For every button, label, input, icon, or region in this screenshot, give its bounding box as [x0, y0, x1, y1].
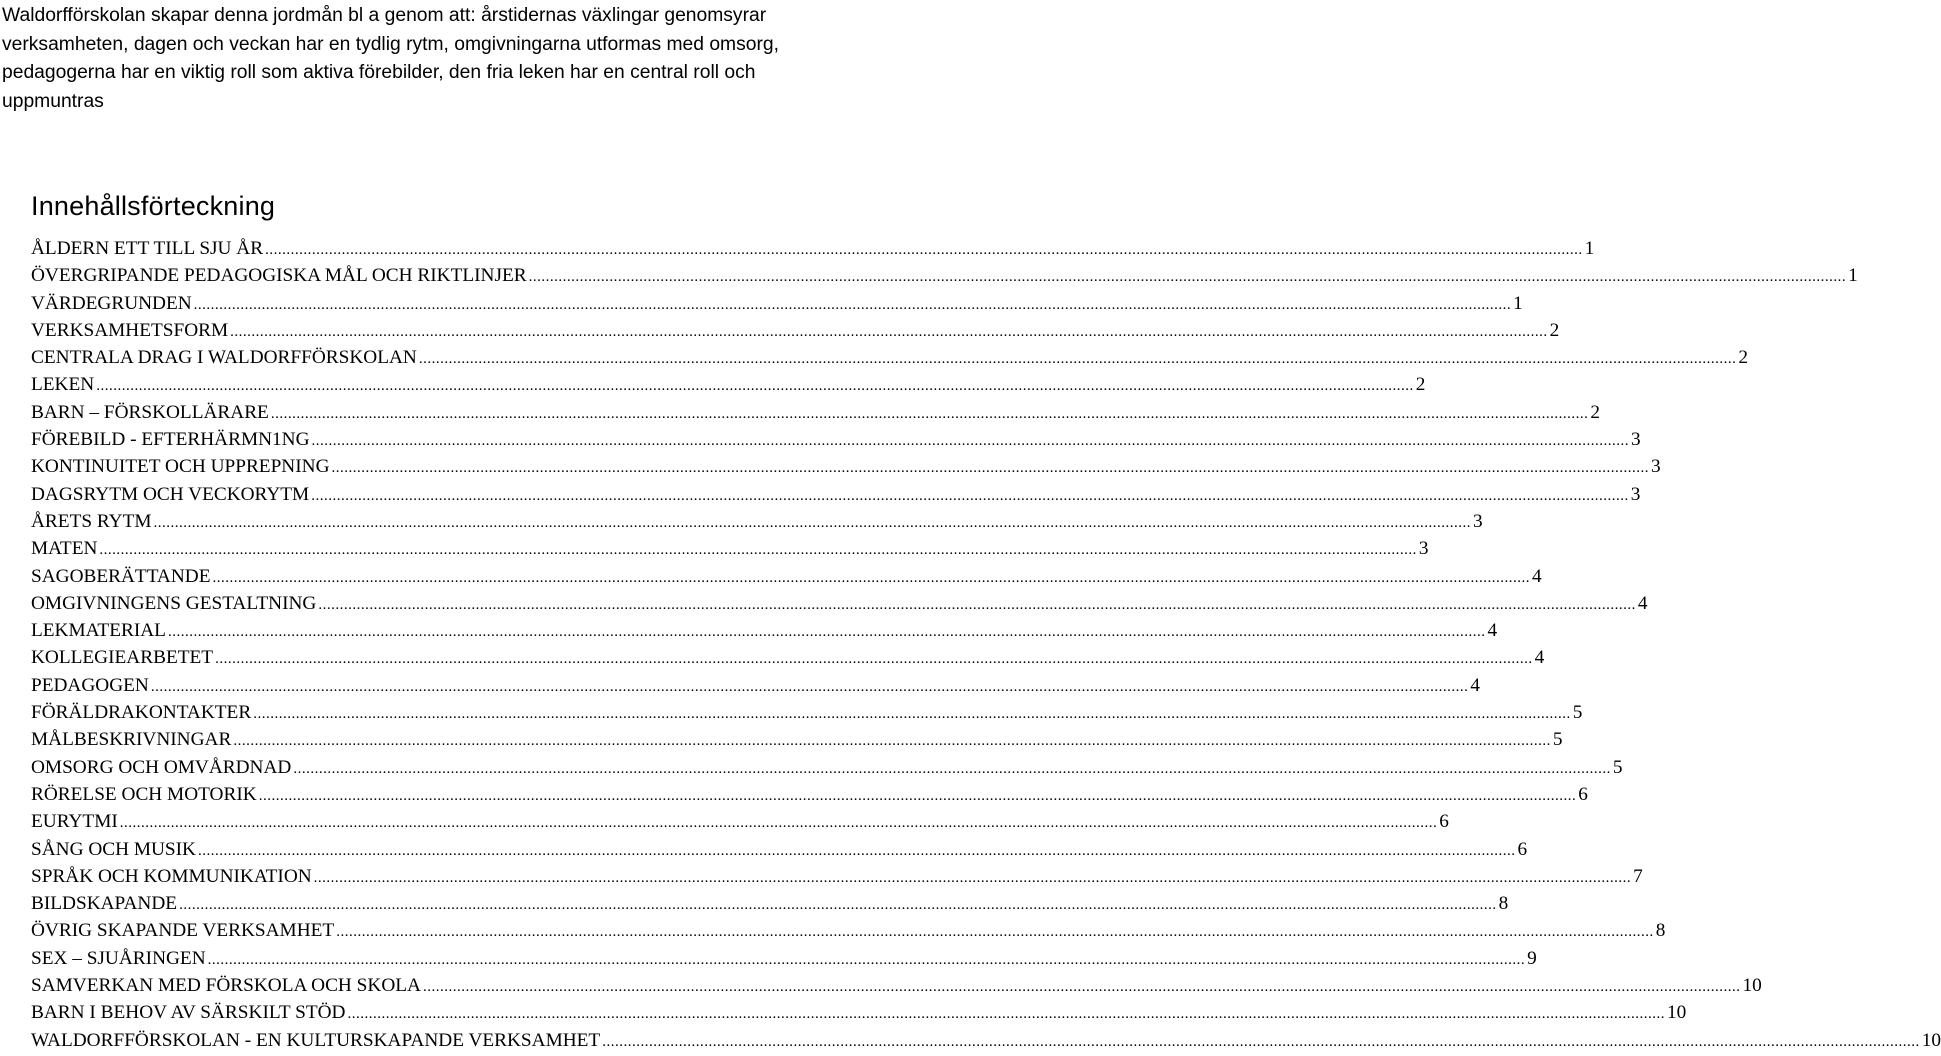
- toc-dot-leader: ......................................................................................................................................................................................................................................................................................................................: [99, 542, 1417, 559]
- toc-dot-leader: ......................................................................................................................................................................................................................................................................................................................: [119, 815, 1438, 832]
- toc-entry-title: VERKSAMHETSFORM: [31, 319, 229, 341]
- toc-entry-title: SAMVERKAN MED FÖRSKOLA OCH SKOLA: [31, 975, 421, 997]
- toc-entry-title: FÖREBILD - EFTERHÄRMN1NG: [31, 429, 310, 451]
- toc-dot-leader: ......................................................................................................................................................................................................................................................................................................................: [230, 323, 1548, 340]
- toc-entry[interactable]: [31, 972, 1762, 999]
- toc-entry-page-number: 2: [1590, 401, 1600, 423]
- toc-entry[interactable]: [31, 399, 1600, 426]
- toc-dot-leader: ......................................................................................................................................................................................................................................................................................................................: [528, 269, 1847, 286]
- toc-entry[interactable]: [31, 535, 1429, 562]
- toc-entry-page-number: 7: [1633, 865, 1643, 887]
- toc-entry[interactable]: [31, 426, 1641, 453]
- toc-entry-page-number: 4: [1531, 565, 1542, 587]
- toc-entry-title: BARN I BEHOV AV SÄRSKILT STÖD: [31, 1002, 346, 1024]
- table-of-contents: [31, 235, 1941, 1054]
- toc-entry-page-number: 1: [1513, 292, 1523, 314]
- toc-entry-title: SÅNG OCH MUSIK: [31, 838, 196, 860]
- toc-entry[interactable]: [31, 754, 1623, 781]
- toc-entry-title: MATEN: [31, 538, 98, 560]
- toc-entry-title: VÄRDEGRUNDEN: [31, 292, 192, 314]
- toc-dot-leader: ......................................................................................................................................................................................................................................................................................................................: [602, 1033, 1920, 1050]
- toc-entry-title: LEKEN: [31, 374, 95, 396]
- toc-entry[interactable]: [31, 1027, 1941, 1054]
- toc-entry[interactable]: [31, 726, 1563, 753]
- toc-entry[interactable]: [31, 617, 1498, 644]
- toc-entry-page-number: 2: [1549, 319, 1560, 341]
- toc-dot-leader: ......................................................................................................................................................................................................................................................................................................................: [270, 405, 1589, 422]
- toc-entry-title: OMSORG OCH OMVÅRDNAD: [31, 756, 292, 778]
- toc-entry-title: WALDORFFÖRSKOLAN - EN KULTURSKAPANDE VERKSAMHET: [31, 1029, 601, 1051]
- toc-entry-title: CENTRALA DRAG I WALDORFFÖRSKOLAN: [31, 347, 417, 369]
- toc-entry-page-number: 10: [1921, 1029, 1941, 1051]
- toc-entry-page-number: 2: [1415, 374, 1426, 396]
- toc-dot-leader: ......................................................................................................................................................................................................................................................................................................................: [150, 678, 1469, 695]
- toc-entry-title: ÅRETS RYTM: [31, 510, 152, 532]
- toc-entry[interactable]: [31, 262, 1858, 289]
- toc-dot-leader: ......................................................................................................................................................................................................................................................................................................................: [179, 897, 1497, 914]
- toc-dot-leader: ......................................................................................................................................................................................................................................................................................................................: [197, 842, 1516, 859]
- toc-entry-title: BARN – FÖRSKOLLÄRARE: [31, 401, 269, 423]
- toc-entry-page-number: 10: [1742, 975, 1762, 997]
- toc-entry[interactable]: [31, 344, 1748, 371]
- toc-entry[interactable]: [31, 781, 1588, 808]
- toc-entry-title: KONTINUITET OCH UPPREPNING: [31, 456, 330, 478]
- toc-heading: Innehållsförteckning: [31, 191, 276, 221]
- toc-entry-page-number: 4: [1487, 620, 1498, 642]
- toc-dot-leader: ......................................................................................................................................................................................................................................................................................................................: [193, 296, 1512, 313]
- toc-entry-title: MÅLBESKRIVNINGAR: [31, 729, 232, 751]
- toc-entry-page-number: 3: [1418, 538, 1429, 560]
- toc-entry-page-number: 9: [1527, 947, 1537, 969]
- toc-entry-page-number: 1: [1848, 265, 1858, 287]
- toc-entry[interactable]: [31, 808, 1449, 835]
- toc-dot-leader: ......................................................................................................................................................................................................................................................................................................................: [253, 706, 1571, 723]
- toc-entry[interactable]: [31, 917, 1666, 944]
- toc-dot-leader: ......................................................................................................................................................................................................................................................................................................................: [233, 733, 1551, 750]
- toc-entry-title: SPRÅK OCH KOMMUNIKATION: [31, 865, 312, 887]
- toc-entry[interactable]: [31, 699, 1583, 726]
- toc-entry-page-number: 4: [1637, 592, 1648, 614]
- toc-entry[interactable]: [31, 672, 1480, 699]
- toc-entry-page-number: 3: [1473, 510, 1483, 532]
- toc-entry[interactable]: [31, 999, 1687, 1026]
- toc-entry-page-number: 3: [1631, 429, 1641, 451]
- toc-entry-page-number: 6: [1517, 838, 1528, 860]
- toc-entry-title: BILDSKAPANDE: [31, 893, 178, 915]
- toc-entry[interactable]: [31, 317, 1560, 344]
- toc-dot-leader: ......................................................................................................................................................................................................................................................................................................................: [207, 951, 1526, 968]
- toc-dot-leader: ......................................................................................................................................................................................................................................................................................................................: [311, 433, 1630, 450]
- toc-dot-leader: ......................................................................................................................................................................................................................................................................................................................: [215, 651, 1533, 668]
- toc-entry-page-number: 5: [1572, 702, 1583, 724]
- toc-entry-title: SAGOBERÄTTANDE: [31, 565, 211, 587]
- toc-dot-leader: ......................................................................................................................................................................................................................................................................................................................: [293, 760, 1611, 777]
- toc-entry-page-number: 10: [1666, 1002, 1687, 1024]
- toc-entry[interactable]: [31, 371, 1426, 398]
- toc-entry-page-number: 5: [1612, 756, 1623, 778]
- toc-entry[interactable]: [31, 863, 1643, 890]
- toc-entry[interactable]: [31, 235, 1595, 262]
- toc-entry[interactable]: [31, 453, 1661, 480]
- toc-entry-title: FÖRÄLDRAKONTAKTER: [31, 702, 252, 724]
- toc-dot-leader: ......................................................................................................................................................................................................................................................................................................................: [331, 460, 1650, 477]
- toc-entry-page-number: 8: [1655, 920, 1666, 942]
- intro-paragraph: Waldorfförskolan skapar denna jordmån bl a genom att: årstidernas växlingar genomsyrar verksamheten, dagen och veckan har en tydlig rytm, omgivningarna utformas med omsorg, pedagogerna har en viktig roll som aktiva förebilder, den fria leken har en central roll och uppmuntras: [2, 5, 779, 112]
- toc-dot-leader: ......................................................................................................................................................................................................................................................................................................................: [167, 624, 1486, 641]
- toc-dot-leader: ......................................................................................................................................................................................................................................................................................................................: [336, 924, 1654, 941]
- toc-entry-page-number: 3: [1651, 456, 1661, 478]
- toc-dot-leader: ......................................................................................................................................................................................................................................................................................................................: [153, 514, 1472, 531]
- toc-entry[interactable]: [31, 290, 1523, 317]
- toc-entry-title: DAGSRYTM OCH VECKORYTM: [31, 483, 310, 505]
- toc-entry-page-number: 5: [1552, 729, 1563, 751]
- toc-entry-page-number: 6: [1439, 811, 1449, 833]
- toc-entry-page-number: 8: [1498, 893, 1509, 915]
- toc-entry[interactable]: [31, 644, 1545, 671]
- toc-entry-title: SEX – SJUÅRINGEN: [31, 947, 206, 969]
- toc-entry-page-number: 6: [1578, 783, 1588, 805]
- toc-entry-page-number: 4: [1534, 647, 1545, 669]
- toc-entry-page-number: 3: [1630, 483, 1641, 505]
- toc-dot-leader: ......................................................................................................................................................................................................................................................................................................................: [258, 787, 1577, 804]
- toc-entry[interactable]: [31, 836, 1528, 863]
- toc-dot-leader: ......................................................................................................................................................................................................................................................................................................................: [212, 569, 1530, 586]
- toc-entry-title: KOLLEGIEARBETET: [31, 647, 214, 669]
- toc-entry-title: ÖVRIG SKAPANDE VERKSAMHET: [31, 920, 335, 942]
- toc-dot-leader: ......................................................................................................................................................................................................................................................................................................................: [96, 378, 1414, 395]
- toc-entry-title: PEDAGOGEN: [31, 674, 149, 696]
- toc-entry[interactable]: [31, 481, 1641, 508]
- toc-dot-leader: ......................................................................................................................................................................................................................................................................................................................: [347, 1006, 1665, 1023]
- toc-dot-leader: ......................................................................................................................................................................................................................................................................................................................: [418, 351, 1737, 368]
- toc-entry-title: OMGIVNINGENS GESTALTNING: [31, 592, 317, 614]
- toc-entry-title: ÖVERGRIPANDE PEDAGOGISKA MÅL OCH RIKTLINJER: [31, 265, 527, 287]
- toc-dot-leader: ......................................................................................................................................................................................................................................................................................................................: [311, 487, 1629, 504]
- toc-dot-leader: ......................................................................................................................................................................................................................................................................................................................: [422, 979, 1741, 996]
- toc-dot-leader: ......................................................................................................................................................................................................................................................................................................................: [265, 242, 1583, 258]
- toc-dot-leader: ......................................................................................................................................................................................................................................................................................................................: [318, 596, 1636, 613]
- toc-entry-title: ÅLDERN ETT TILL SJU ÅR: [31, 238, 264, 259]
- toc-entry[interactable]: [31, 563, 1542, 590]
- toc-entry[interactable]: [31, 508, 1483, 535]
- toc-entry-title: LEKMATERIAL: [31, 620, 166, 642]
- toc-entry-title: EURYTMI: [31, 811, 118, 833]
- toc-entry-title: RÖRELSE OCH MOTORIK: [31, 783, 257, 805]
- toc-entry-page-number: 4: [1470, 674, 1480, 696]
- toc-entry[interactable]: [31, 590, 1648, 617]
- toc-entry[interactable]: [31, 890, 1509, 917]
- toc-dot-leader: ......................................................................................................................................................................................................................................................................................................................: [313, 869, 1632, 886]
- toc-entry-page-number: 1: [1584, 238, 1595, 259]
- toc-entry-page-number: 2: [1738, 347, 1748, 369]
- toc-entry[interactable]: [31, 945, 1537, 972]
